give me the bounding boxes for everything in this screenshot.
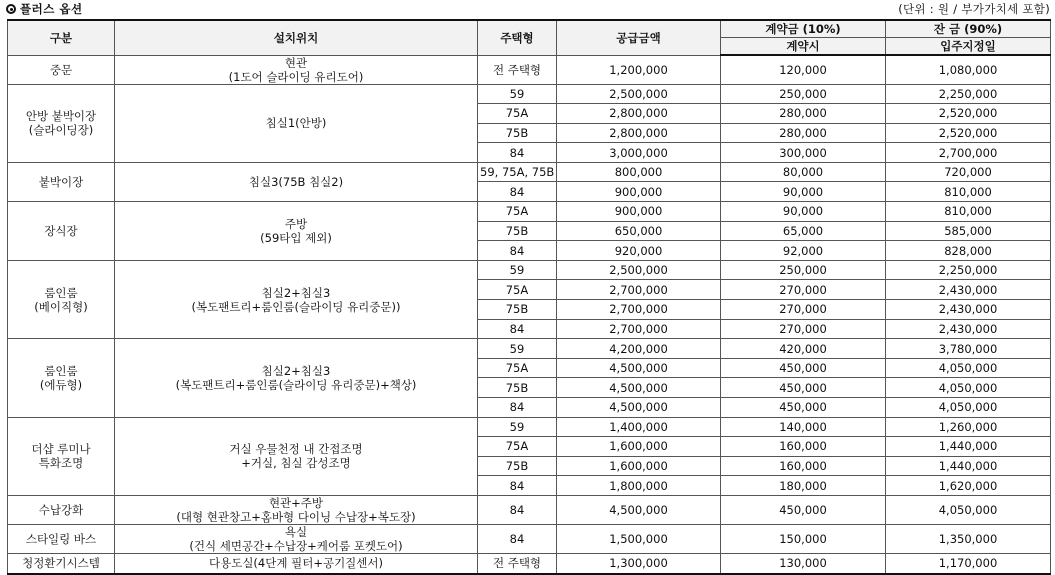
table-row xyxy=(8,339,1051,359)
cell-deposit: 450,000 xyxy=(721,398,886,418)
cell-location xyxy=(115,202,478,261)
category-line: 더샵 루미나 xyxy=(31,442,91,457)
location-line: 침실1(안방) xyxy=(265,116,327,131)
cell-balance: 1,620,000 xyxy=(886,476,1051,496)
cell-type: 75B xyxy=(478,378,557,398)
header-deposit-sub: 계약시 xyxy=(721,38,886,56)
table-row xyxy=(8,553,1051,573)
cell-type: 75B xyxy=(478,221,557,241)
cell-price: 2,500,000 xyxy=(557,84,721,104)
cell-type: 75B xyxy=(478,123,557,143)
cell-price: 900,000 xyxy=(557,182,721,202)
cell-balance: 2,250,000 xyxy=(886,260,1051,280)
cell-type: 59, 75A, 75B xyxy=(478,162,557,182)
location-line: 욕실 xyxy=(284,524,308,539)
header-location: 설치위치 xyxy=(115,20,478,55)
cell-deposit: 80,000 xyxy=(721,162,886,182)
cell-balance: 2,430,000 xyxy=(886,319,1051,339)
cell-category xyxy=(8,339,115,417)
cell-deposit: 450,000 xyxy=(721,378,886,398)
category-line: 장식장 xyxy=(44,223,78,238)
cell-balance: 810,000 xyxy=(886,182,1051,202)
table-row xyxy=(8,55,1051,84)
cell-price: 800,000 xyxy=(557,162,721,182)
location-line: 거실 우물천정 내 간접조명 xyxy=(229,442,363,457)
cell-deposit: 130,000 xyxy=(721,553,886,573)
cell-price: 4,500,000 xyxy=(557,358,721,378)
cell-deposit: 160,000 xyxy=(721,437,886,457)
cell-category xyxy=(8,162,115,201)
location-line: (복도팬트리+룸인룸(슬라이딩 유리중문)) xyxy=(191,299,401,314)
cell-deposit: 160,000 xyxy=(721,456,886,476)
cell-balance: 2,520,000 xyxy=(886,123,1051,143)
cell-balance: 2,250,000 xyxy=(886,84,1051,104)
category-line: (슬라이딩장) xyxy=(28,123,94,138)
unit-note: (단위 : 원 / 부가가치세 포함) xyxy=(898,2,1050,16)
cell-price: 3,000,000 xyxy=(557,143,721,163)
cell-balance: 2,520,000 xyxy=(886,104,1051,124)
table-header xyxy=(8,20,1051,55)
location-line: 침실2+침실3 xyxy=(261,285,331,300)
header-balance-sub: 입주지정일 xyxy=(886,38,1051,56)
cell-balance: 2,430,000 xyxy=(886,300,1051,320)
cell-location xyxy=(115,260,478,338)
cell-type: 59 xyxy=(478,260,557,280)
cell-price: 1,600,000 xyxy=(557,437,721,457)
cell-type: 59 xyxy=(478,417,557,437)
header-deposit: 계약금 (10%) xyxy=(721,20,886,38)
location-line: (복도팬트리+룸인룸(슬라이딩 유리중문)+책상) xyxy=(175,377,417,392)
cell-deposit: 92,000 xyxy=(721,241,886,261)
category-line: (에듀형) xyxy=(39,377,83,392)
cell-deposit: 270,000 xyxy=(721,300,886,320)
table-row xyxy=(8,524,1051,553)
cell-deposit: 450,000 xyxy=(721,495,886,524)
category-line: 룸인룸 xyxy=(44,363,78,378)
table-row xyxy=(8,417,1051,437)
category-line: 룸인룸 xyxy=(44,285,78,300)
cell-deposit: 420,000 xyxy=(721,339,886,359)
section-title-text: 플러스 옵션 xyxy=(20,2,83,16)
table-body xyxy=(8,55,1051,574)
category-line: 청정환기시스템 xyxy=(22,556,100,571)
cell-type: 84 xyxy=(478,319,557,339)
cell-price: 2,800,000 xyxy=(557,123,721,143)
cell-price: 1,500,000 xyxy=(557,524,721,553)
cell-deposit: 90,000 xyxy=(721,182,886,202)
cell-type: 84 xyxy=(478,241,557,261)
cell-deposit: 140,000 xyxy=(721,417,886,437)
header-type: 주택형 xyxy=(478,20,557,55)
cell-balance: 2,430,000 xyxy=(886,280,1051,300)
cell-price: 1,800,000 xyxy=(557,476,721,496)
cell-deposit: 450,000 xyxy=(721,358,886,378)
cell-balance: 1,170,000 xyxy=(886,553,1051,573)
cell-price: 650,000 xyxy=(557,221,721,241)
cell-deposit: 150,000 xyxy=(721,524,886,553)
cell-balance: 4,050,000 xyxy=(886,398,1051,418)
location-line: (59타입 제외) xyxy=(260,230,332,245)
plus-option-table xyxy=(7,19,1051,575)
category-line: 중문 xyxy=(49,62,73,77)
cell-location xyxy=(115,84,478,162)
cell-balance: 1,440,000 xyxy=(886,437,1051,457)
cell-type: 84 xyxy=(478,495,557,524)
category-line: 스타일링 바스 xyxy=(25,531,97,546)
cell-balance: 585,000 xyxy=(886,221,1051,241)
category-line: 안방 붙박이장 xyxy=(25,109,97,124)
location-line: (대형 현관창고+홈바형 다이닝 수납장+복도장) xyxy=(176,509,416,524)
cell-category xyxy=(8,260,115,338)
cell-price: 2,500,000 xyxy=(557,260,721,280)
header-price: 공급금액 xyxy=(557,20,721,55)
cell-deposit: 280,000 xyxy=(721,104,886,124)
table-row xyxy=(8,260,1051,280)
cell-type: 75B xyxy=(478,300,557,320)
cell-category xyxy=(8,553,115,573)
cell-price: 2,700,000 xyxy=(557,319,721,339)
cell-price: 900,000 xyxy=(557,202,721,222)
cell-price: 2,800,000 xyxy=(557,104,721,124)
cell-type: 75A xyxy=(478,358,557,378)
cell-balance: 810,000 xyxy=(886,202,1051,222)
cell-balance: 2,700,000 xyxy=(886,143,1051,163)
cell-balance: 1,080,000 xyxy=(886,55,1051,84)
cell-type: 84 xyxy=(478,398,557,418)
cell-location xyxy=(115,524,478,553)
cell-type: 전 주택형 xyxy=(478,553,557,573)
cell-balance: 3,780,000 xyxy=(886,339,1051,359)
cell-category xyxy=(8,84,115,162)
cell-location xyxy=(115,417,478,495)
cell-balance: 828,000 xyxy=(886,241,1051,261)
cell-deposit: 180,000 xyxy=(721,476,886,496)
cell-type: 75B xyxy=(478,456,557,476)
cell-category xyxy=(8,524,115,553)
cell-balance: 720,000 xyxy=(886,162,1051,182)
cell-location xyxy=(115,339,478,417)
location-line: 다용도실(4단계 필터+공기질센서) xyxy=(209,556,383,571)
cell-price: 4,200,000 xyxy=(557,339,721,359)
cell-location xyxy=(115,162,478,201)
cell-type: 75A xyxy=(478,437,557,457)
table-row xyxy=(8,162,1051,182)
cell-price: 4,500,000 xyxy=(557,378,721,398)
cell-type: 전 주택형 xyxy=(478,55,557,84)
cell-category xyxy=(8,55,115,84)
cell-deposit: 300,000 xyxy=(721,143,886,163)
table-row xyxy=(8,202,1051,222)
cell-type: 84 xyxy=(478,524,557,553)
cell-type: 59 xyxy=(478,339,557,359)
cell-type: 84 xyxy=(478,182,557,202)
category-line: 수납강화 xyxy=(38,502,84,517)
table-row xyxy=(8,495,1051,524)
cell-deposit: 280,000 xyxy=(721,123,886,143)
category-line: 붙박이장 xyxy=(38,174,84,189)
category-line: (베이직형) xyxy=(34,299,88,314)
cell-deposit: 250,000 xyxy=(721,260,886,280)
cell-type: 75A xyxy=(478,104,557,124)
cell-balance: 4,050,000 xyxy=(886,358,1051,378)
cell-price: 920,000 xyxy=(557,241,721,261)
cell-balance: 1,440,000 xyxy=(886,456,1051,476)
cell-deposit: 270,000 xyxy=(721,280,886,300)
cell-type: 75A xyxy=(478,280,557,300)
cell-deposit: 65,000 xyxy=(721,221,886,241)
cell-balance: 4,050,000 xyxy=(886,495,1051,524)
cell-location xyxy=(115,55,478,84)
cell-category xyxy=(8,202,115,261)
cell-price: 1,200,000 xyxy=(557,55,721,84)
cell-price: 1,400,000 xyxy=(557,417,721,437)
cell-category xyxy=(8,417,115,495)
cell-category xyxy=(8,495,115,524)
cell-balance: 4,050,000 xyxy=(886,378,1051,398)
cell-type: 84 xyxy=(478,143,557,163)
location-line: +거실, 침실 감성조명 xyxy=(241,456,351,471)
cell-price: 2,700,000 xyxy=(557,300,721,320)
cell-deposit: 90,000 xyxy=(721,202,886,222)
header-category: 구분 xyxy=(8,20,115,55)
title-row xyxy=(4,0,1052,18)
location-line: (1도어 슬라이딩 유리도어) xyxy=(228,69,364,84)
header-balance: 잔 금 (90%) xyxy=(886,20,1051,38)
cell-balance: 1,260,000 xyxy=(886,417,1051,437)
table-row xyxy=(8,84,1051,104)
cell-type: 84 xyxy=(478,476,557,496)
category-line: 특화조명 xyxy=(38,456,84,471)
location-line: 주방 xyxy=(284,216,308,231)
circle-bullet-icon xyxy=(6,4,16,14)
cell-location xyxy=(115,495,478,524)
location-line: 침실2+침실3 xyxy=(261,363,331,378)
cell-price: 1,600,000 xyxy=(557,456,721,476)
cell-deposit: 120,000 xyxy=(721,55,886,84)
cell-price: 4,500,000 xyxy=(557,495,721,524)
section-title xyxy=(6,1,83,17)
cell-type: 75A xyxy=(478,202,557,222)
cell-deposit: 270,000 xyxy=(721,319,886,339)
location-line: 침실3(75B 침실2) xyxy=(248,174,344,189)
cell-type: 59 xyxy=(478,84,557,104)
cell-deposit: 250,000 xyxy=(721,84,886,104)
location-line: 현관+주방 xyxy=(268,495,324,510)
cell-price: 2,700,000 xyxy=(557,280,721,300)
cell-price: 4,500,000 xyxy=(557,398,721,418)
cell-balance: 1,350,000 xyxy=(886,524,1051,553)
location-line: 현관 xyxy=(284,55,308,70)
cell-location xyxy=(115,553,478,573)
location-line: (건식 세면공간+수납장+케어룸 포켓도어) xyxy=(189,538,403,553)
cell-price: 1,300,000 xyxy=(557,553,721,573)
